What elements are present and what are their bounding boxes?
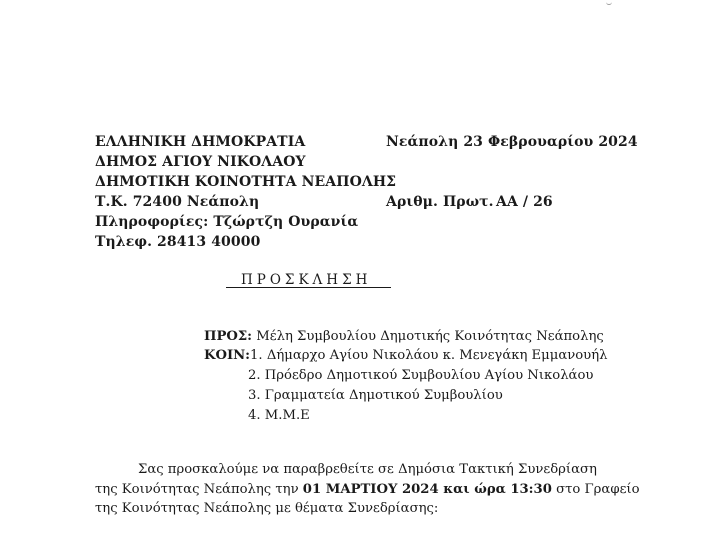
to-text: Μέλη Συμβουλίου Δημοτικής Κοινότητας Νεάπολης [252, 329, 604, 344]
cc-label: ΚΟΙΝ: [204, 348, 251, 363]
protocol-label: Αριθμ. Πρωτ. [386, 194, 494, 210]
header-community: ΔΗΜΟΤΙΚΗ ΚΟΙΝΟΤΗΤΑ ΝΕΑΠΟΛΗΣ [95, 174, 397, 190]
cc-line [204, 348, 607, 363]
header-postcode: Τ.Κ. 72400 Νεάπολη [95, 194, 260, 210]
cc-item-4: 4. Μ.Μ.Ε [248, 408, 310, 423]
document-title: ΠΡΟΣΚΛΗΣΗ [241, 272, 372, 288]
body-line-1: Σας προσκαλούμε να παραβρεθείτε σε Δημόσια Τακτική Συνεδρίαση [138, 462, 597, 477]
body-line-3: της Κοινότητας Νεάπολης με θέματα Συνεδρίασης: [95, 501, 439, 516]
header-phone: Τηλεφ. 28413 40000 [95, 234, 261, 250]
to-label: ΠΡΟΣ: [204, 329, 253, 344]
meeting-datetime: 01 ΜΑΡΤΙΟΥ 2024 και ώρα 13:30 [302, 482, 552, 497]
cc-item-3: 3. Γραμματεία Δημοτικού Συμβουλίου [248, 388, 503, 403]
title-underline [226, 287, 391, 288]
to-line [204, 329, 604, 344]
scan-mark [606, 0, 612, 5]
body-line-2 [95, 482, 640, 497]
protocol-number: ΑΑ / 26 [496, 194, 553, 210]
cc-item-2: 2. Πρόεδρο Δημοτικού Συμβουλίου Αγίου Νικολάου [248, 368, 594, 383]
body-line-2-pre: της Κοινότητας Νεάπολης την [95, 482, 303, 497]
header-info: Πληροφορίες: Τζώρτζη Ουρανία [95, 214, 359, 230]
body-line-2-post: στο Γραφείο [551, 482, 640, 497]
header-municipality: ΔΗΜΟΣ ΑΓΙΟΥ ΝΙΚΟΛΑΟΥ [95, 154, 306, 170]
header-republic: ΕΛΛΗΝΙΚΗ ΔΗΜΟΚΡΑΤΙΑ [95, 134, 306, 150]
cc-item-1: 1. Δήμαρχο Αγίου Νικολάου κ. Μενεγάκη Εμμανουήλ [250, 348, 608, 363]
document-date: Νεάπολη 23 Φεβρουαρίου 2024 [386, 134, 638, 150]
